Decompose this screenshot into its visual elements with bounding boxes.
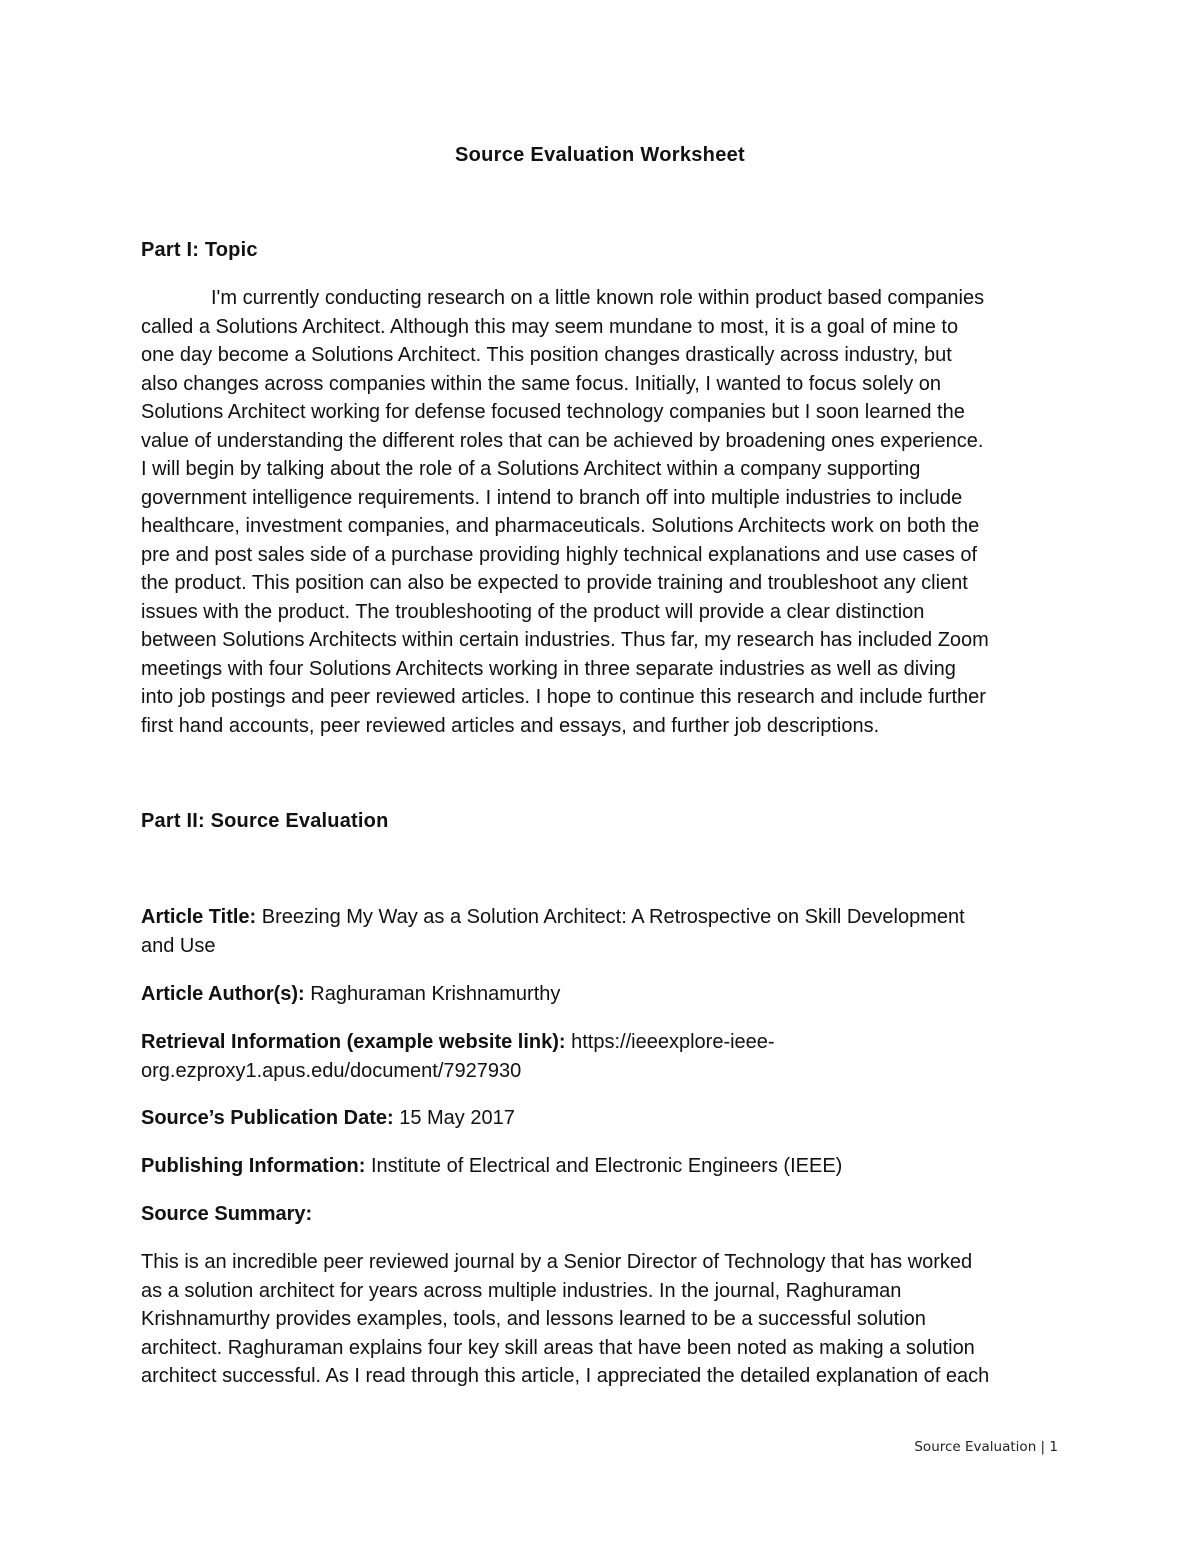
- paragraph-line: meetings with four Solutions Architects working in three separate industries as well as diving: [141, 657, 956, 680]
- part1-heading: Part I: Topic: [141, 239, 258, 261]
- retrieval-info-label: Retrieval Information (example website link):: [141, 1031, 566, 1053]
- article-title-value-cont: and Use: [141, 934, 216, 957]
- footer-label: Source Evaluation: [914, 1439, 1037, 1455]
- paragraph-line: between Solutions Architects within certain industries. Thus far, my research has included Zoom: [141, 629, 989, 651]
- paragraph-line: first hand accounts, peer reviewed articles and essays, and further job descriptions.: [141, 714, 880, 737]
- paragraph-line: into job postings and peer reviewed articles. I hope to continue this research and include further: [141, 686, 986, 708]
- publishing-info-field: [141, 1152, 1081, 1181]
- publication-date-value: 15 May 2017: [399, 1107, 515, 1129]
- publication-date-label: Source’s Publication Date:: [141, 1107, 394, 1129]
- paragraph-line: Solutions Architect working for defense focused technology companies but I soon learned the: [141, 401, 965, 423]
- publishing-info-value: Institute of Electrical and Electronic Engineers (IEEE): [371, 1155, 843, 1177]
- article-author-label: Article Author(s):: [141, 983, 305, 1005]
- publication-date-field: [141, 1104, 1081, 1133]
- paragraph-line: the product. This position can also be expected to provide training and troubleshoot any client: [141, 572, 968, 594]
- source-summary-field: [141, 1200, 1081, 1229]
- part2-heading: Part II: Source Evaluation: [141, 810, 389, 832]
- paragraph-line: healthcare, investment companies, and pharmaceuticals. Solutions Architects work on both the: [141, 515, 980, 537]
- article-author-field: [141, 980, 1081, 1009]
- paragraph-line: I'm currently conducting research on a little known role within product based companies: [211, 287, 985, 309]
- article-title-label: Article Title:: [141, 906, 257, 928]
- paragraph-line: I will begin by talking about the role of a Solutions Architect within a company supporting: [141, 458, 921, 480]
- summary-line: This is an incredible peer reviewed journal by a Senior Director of Technology that has worked: [141, 1251, 973, 1273]
- source-summary-label: Source Summary:: [141, 1203, 313, 1225]
- summary-line: architect successful. As I read through this article, I appreciated the detailed explanation of each: [141, 1365, 990, 1387]
- page-number: 1: [1049, 1439, 1058, 1455]
- paragraph-line: value of understanding the different roles that can be achieved by broadening ones experience.: [141, 429, 984, 452]
- summary-line: architect. Raghuraman explains four key skill areas that have been noted as making a solution: [141, 1336, 975, 1359]
- source-summary-paragraph: [141, 1248, 1081, 1391]
- paragraph-line: also changes across companies within the same focus. Initially, I wanted to focus solely on: [141, 372, 942, 395]
- summary-line: Krishnamurthy provides examples, tools, and lessons learned to be a successful solution: [141, 1308, 926, 1330]
- paragraph-line: issues with the product. The troubleshooting of the product will provide a clear distinction: [141, 600, 925, 623]
- footer-separator: |: [1040, 1439, 1046, 1455]
- summary-line: as a solution architect for years across multiple industries. In the journal, Raghuraman: [141, 1279, 902, 1302]
- paragraph-line: called a Solutions Architect. Although this may seem mundane to most, it is a goal of mine to: [141, 315, 959, 338]
- article-title-field: [141, 903, 1081, 960]
- paragraph-line: one day become a Solutions Architect. This position changes drastically across industry, but: [141, 344, 952, 366]
- retrieval-info-value: https://ieeexplore-ieee-: [571, 1031, 775, 1053]
- publishing-info-label: Publishing Information:: [141, 1155, 366, 1177]
- paragraph-line: government intelligence requirements. I intend to branch off into multiple industries to include: [141, 486, 963, 509]
- retrieval-info-value-cont: org.ezproxy1.apus.edu/document/7927930: [141, 1059, 522, 1082]
- article-author-value: Raghuraman Krishnamurthy: [310, 983, 561, 1005]
- part1-paragraph: [141, 284, 1081, 740]
- retrieval-info-field: [141, 1028, 1081, 1085]
- article-title-value: Breezing My Way as a Solution Architect: A Retrospective on Skill Development: [261, 906, 965, 928]
- document-title: Source Evaluation Worksheet: [454, 144, 746, 166]
- paragraph-line: pre and post sales side of a purchase providing highly technical explanations and use cases of: [141, 543, 978, 566]
- page-footer: [914, 1437, 1058, 1457]
